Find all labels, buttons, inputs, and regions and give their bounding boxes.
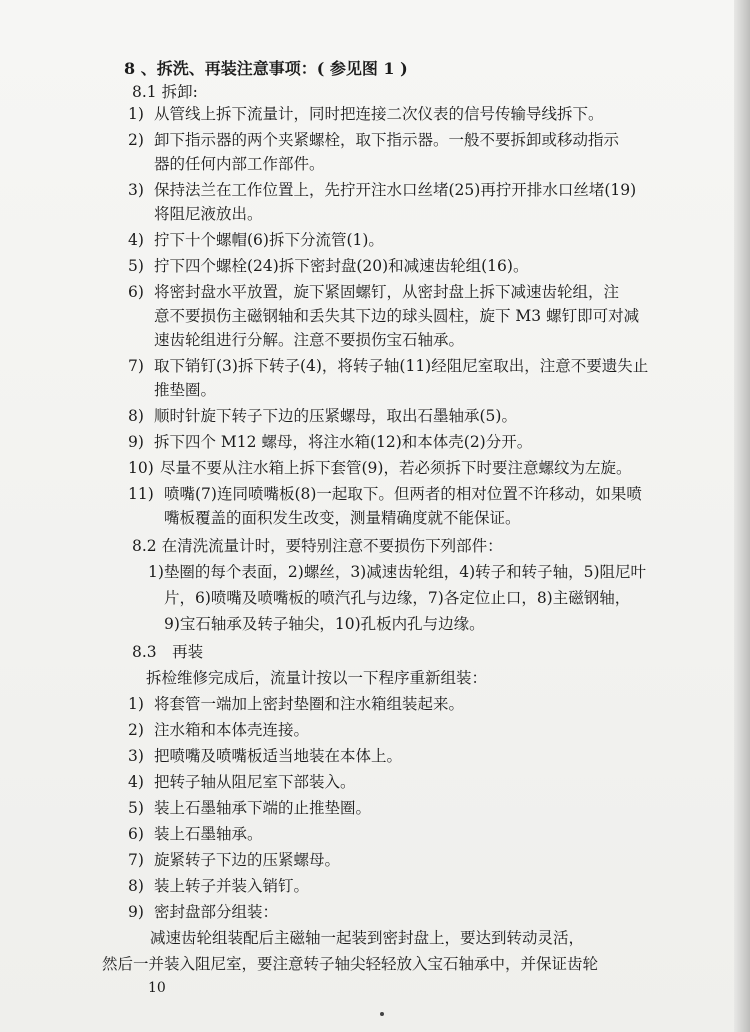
paragraph-line-2: 然后一并装入阻尼室，要注意转子轴尖轻轻放入宝石轴承中，并保证齿轮 (102, 955, 599, 973)
s83-item-5: 5) 装上石墨轴承下端的止推垫圈。 (128, 799, 372, 817)
s83-item-8: 8) 装上转子并装入销钉。 (128, 877, 310, 895)
s81-item-1: 1) 从管线上拆下流量计，同时把连接二次仪表的信号传输导线拆下。 (128, 105, 604, 123)
s81-item-2: 2) 卸下指示器的两个夹紧螺栓，取下指示器。一般不要拆卸或移动指示 (128, 131, 620, 149)
s81-item-6-cont-2: 速齿轮组进行分解。注意不要损伤宝石轴承。 (154, 331, 465, 349)
s81-item-2-cont: 器的任何内部工作部件。 (154, 155, 325, 173)
s83-intro: 拆检维修完成后，流量计按以一下程序重新组装： (146, 669, 488, 687)
s83-item-3: 3) 把喷嘴及喷嘴板适当地装在本体上。 (128, 747, 403, 765)
s83-item-2: 2) 注水箱和本体壳连接。 (128, 721, 310, 739)
s83-title: 8.3 再装 (132, 643, 204, 661)
s81-item-6: 6) 将密封盘水平放置，旋下紧固螺钉，从密封盘上拆下减速齿轮组，注 (128, 283, 620, 301)
s81-item-10: 10) 尽量不要从注水箱上拆下套管(9)，若必须拆下时要注意螺纹为左旋。 (128, 459, 632, 477)
s81-item-5: 5) 拧下四个螺栓(24)拆下密封盘(20)和减速齿轮组(16)。 (128, 257, 529, 275)
s81-item-9: 9) 拆下四个 M12 螺母，将注水箱(12)和本体壳(2)分开。 (128, 433, 533, 451)
s82-list-line-3: 9)宝石轴承及转子轴尖，10)孔板内孔与边缘。 (164, 615, 485, 633)
s81-item-7-cont: 推垫圈。 (154, 381, 217, 399)
s81-item-3-cont: 将阻尼液放出。 (154, 205, 263, 223)
s82-list-line-2: 片，6)喷嘴及喷嘴板的喷汽孔与边缘，7)各定位止口，8)主磁钢轴， (164, 589, 631, 607)
section-heading: 8 、拆洗、再装注意事项：( 参见图 1 ) (124, 59, 408, 78)
s83-item-4: 4) 把转子轴从阻尼室下部装入。 (128, 773, 356, 791)
s83-item-7: 7) 旋紧转子下边的压紧螺母。 (128, 851, 341, 869)
s81-item-3: 3) 保持法兰在工作位置上，先拧开注水口丝堵(25)再拧开排水口丝堵(19) (128, 181, 637, 199)
s81-item-11-cont: 嘴板覆盖的面积发生改变，测量精确度就不能保证。 (164, 509, 521, 527)
s83-item-6: 6) 装上石墨轴承。 (128, 825, 263, 843)
s81-title: 8.1 拆卸: (132, 83, 198, 101)
s82-list-line-1: 1)垫圈的每个表面，2)螺丝，3)减速齿轮组，4)转子和转子轴，5)阻尼叶 (148, 563, 647, 581)
s81-item-6-cont-1: 意不要损伤主磁钢轴和丢失其下边的球头圆柱，旋下 M3 螺钉即可对减 (154, 307, 640, 325)
s83-item-1: 1) 将套管一端加上密封垫圈和注水箱组装起来。 (128, 695, 465, 713)
s83-item-9: 9) 密封盘部分组装： (128, 903, 279, 921)
scan-speck (380, 1012, 384, 1016)
page-number: 10 (148, 980, 166, 996)
s81-item-7: 7) 取下销钉(3)拆下转子(4)，将转子轴(11)经阻尼室取出，注意不要遗失止 (128, 357, 649, 375)
page-spine-shadow (734, 0, 750, 1032)
s81-item-4: 4) 拧下十个螺帽(6)拆下分流管(1)。 (128, 231, 384, 249)
s82-title: 8.2 在清洗流量计时，要特别注意不要损伤下列部件： (132, 537, 503, 555)
s81-item-11: 11) 喷嘴(7)连同喷嘴板(8)一起取下。但两者的相对位置不许移动，如果喷 (128, 485, 642, 503)
s81-item-8: 8) 顺时针旋下转子下边的压紧螺母，取出石墨轴承(5)。 (128, 407, 517, 425)
paragraph-line-1: 减速齿轮组装配后主磁轴一起装到密封盘上，要达到转动灵活， (150, 929, 585, 947)
